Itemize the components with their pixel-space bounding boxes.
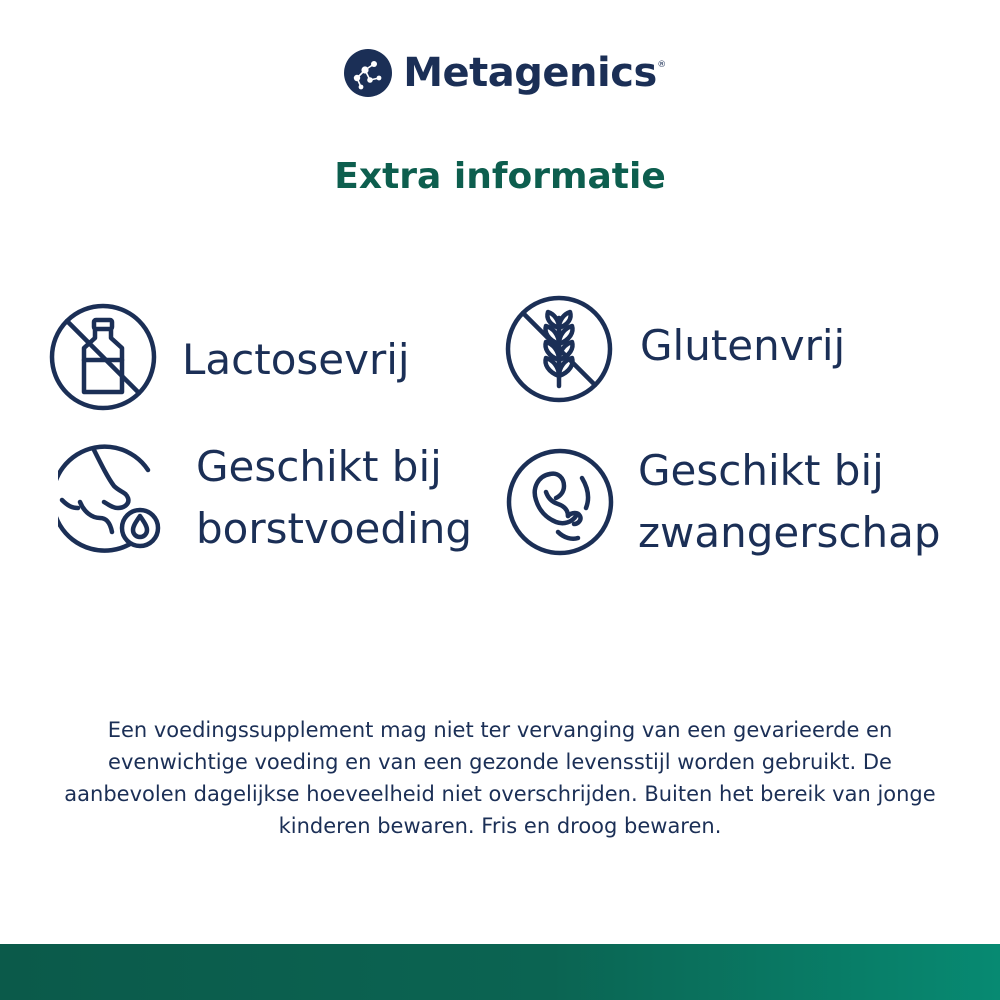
brand-logo bbox=[0, 48, 1000, 98]
footer-band bbox=[0, 944, 1000, 1000]
feature-breastfeeding bbox=[58, 436, 472, 560]
feature-pregnancy bbox=[506, 440, 941, 564]
no-lactose-bottle-icon bbox=[48, 302, 158, 412]
feature-label-line: Geschikt bij bbox=[196, 442, 442, 491]
feature-label-line: borstvoeding bbox=[196, 504, 472, 553]
feature-label-line: Lactosevrij bbox=[182, 335, 410, 384]
feature-label bbox=[196, 436, 472, 560]
no-gluten-wheat-icon bbox=[504, 294, 614, 404]
breastfeeding-icon bbox=[58, 442, 170, 554]
molecule-logo-icon bbox=[343, 48, 393, 98]
feature-lactose-free bbox=[48, 302, 410, 412]
page-title: Extra informatie bbox=[334, 156, 666, 197]
feature-label-line: zwangerschap bbox=[638, 508, 941, 557]
registered-mark: ® bbox=[657, 60, 666, 70]
pregnancy-fetus-icon bbox=[506, 448, 614, 556]
feature-gluten-free bbox=[504, 294, 845, 404]
feature-label bbox=[182, 329, 410, 391]
feature-label-line: Glutenvrij bbox=[640, 321, 846, 370]
feature-label bbox=[638, 440, 941, 564]
feature-label bbox=[640, 315, 845, 377]
disclaimer-text: Een voedingssupplement mag niet ter vervanging van een gevarieerde en evenwichtige voeding en van een gezonde levensstijl worden gebruikt. De aanbevolen dagelijkse hoeveelheid niet overschrijden. Buiten het bereik van jonge kinderen bewaren. Fris en droog bewaren. bbox=[64, 718, 936, 838]
brand-name: Metagenics ® bbox=[403, 50, 666, 96]
feature-label-line: Geschikt bij bbox=[638, 446, 884, 495]
